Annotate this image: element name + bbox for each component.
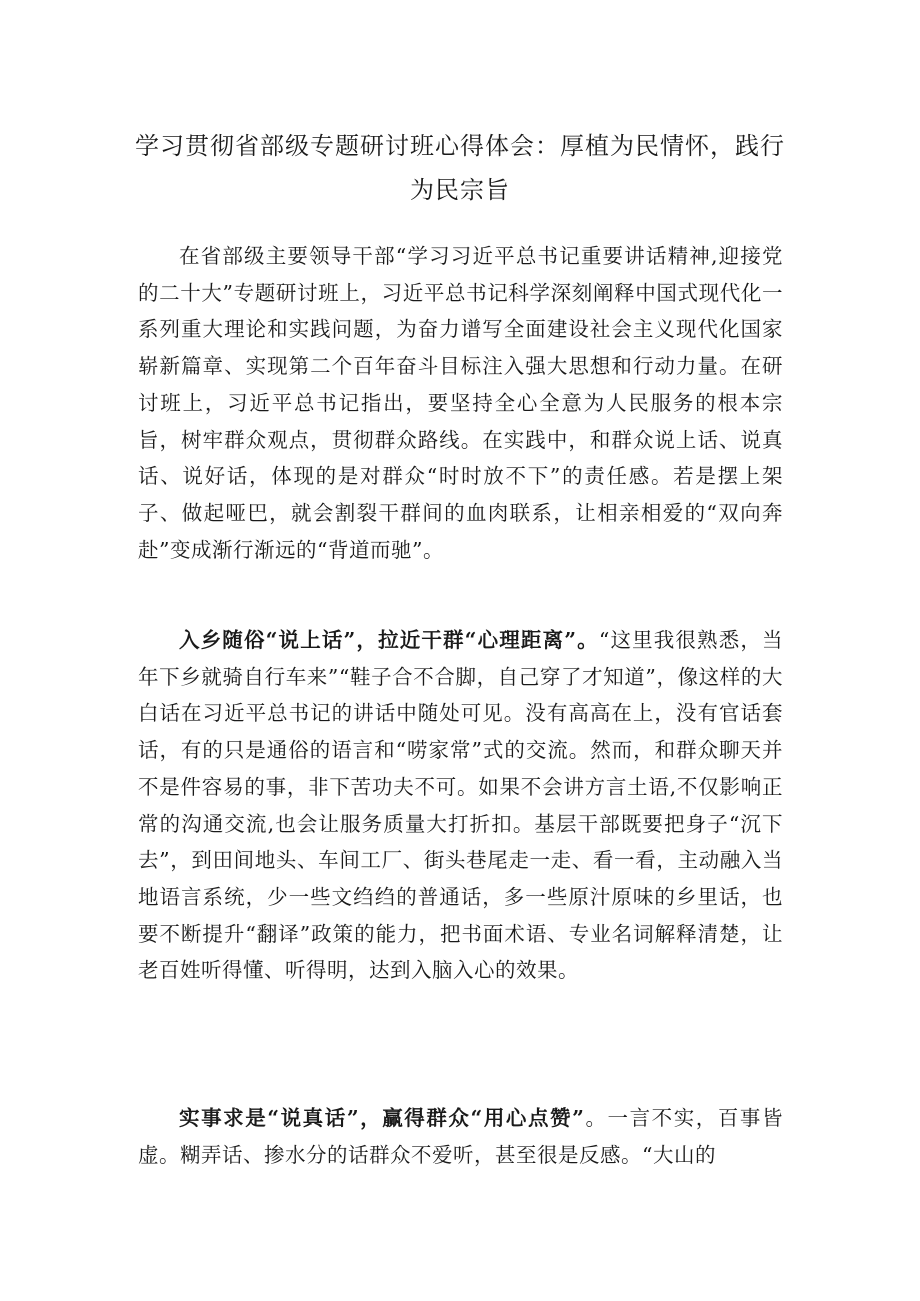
paragraph-body: 在省部级主要领导干部“学习习近平总书记重要讲话精神,迎接党的二十大”专题研讨班上，习近平总书记科学深刻阐释中国式现代化一系列重大理论和实践问题，为奋力谱写全面建设社会主义现代化国家崭新篇章、实现第二个百年奋斗目标注入强大思想和行动力量。在研讨班上，习近平总书记指出，要坚持全心全意为人民服务的根本宗旨，树牢群众观点，贯彻群众路线。在实践中，和群众说上话、说真话、说好话，体现的是对群众“时时放不下”的责任感。若是摆上架子、做起哑巴，就会割裂干群间的血肉联系，让相亲相爱的“双向奔赴”变成渐行渐远的“背道而驰”。 — [138, 244, 783, 562]
paragraph-body: 。一言不实，百事皆虚。糊弄话、掺水分的话群众不爱听，甚至很是反感。“大山的 — [138, 1106, 783, 1167]
paragraph-lead: 入乡随俗“说上话”，拉近干群“心理距离”。 — [179, 628, 599, 652]
paragraph-speak-up — [138, 622, 783, 989]
paragraph-body: “这里我很熟悉，当年下乡就骑自行车来”“鞋子合不合脚，自己穿了才知道”，像这样的大白话在习近平总书记的讲话中随处可见。没有高高在上，没有官话套话，有的只是通俗的语言和“唠家常”式的交流。然而，和群众聊天并不是件容易的事，非下苦功夫不可。如果不会讲方言土语,不仅影响正常的沟通交流,也会让服务质量大打折扣。基层干部既要把身子“沉下去”，到田间地头、车间工厂、街头巷尾走一走、看一看，主动融入当地语言系统，少一些文绉绉的普通话，多一些原汁原味的乡里话，也要不断提升“翻译”政策的能力，把书面术语、专业名词解释清楚，让老百姓听得懂、听得明，达到入脑入心的效果。 — [138, 628, 783, 983]
paragraph-text — [138, 238, 783, 568]
paragraph-lead: 实事求是“说真话”，赢得群众“用心点赞” — [179, 1106, 585, 1130]
title-line-1: 学习贯彻省部级专题研讨班心得体会：厚植为民情怀，践行 — [135, 132, 785, 160]
paragraph-speak-truth — [138, 1100, 783, 1173]
paragraph-text — [138, 622, 783, 989]
paragraph-text — [138, 1100, 783, 1173]
document-title — [130, 124, 790, 212]
paragraph-intro — [138, 238, 783, 568]
title-line-2: 为民宗旨 — [410, 176, 510, 204]
